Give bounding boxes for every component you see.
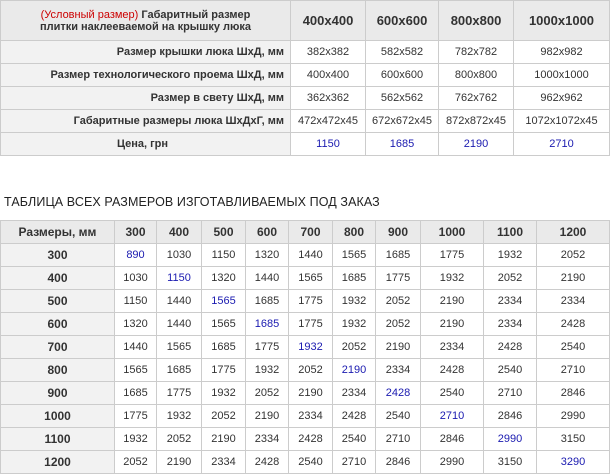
table2-cell: 2334: [421, 336, 484, 359]
table2-cell: 2428: [289, 428, 333, 451]
col-header: 900: [376, 221, 421, 244]
table1-cell: 762x762: [439, 87, 514, 110]
table2-cell: 1440: [157, 313, 202, 336]
table2-cell: 2710: [421, 405, 484, 428]
table2-cell: 2540: [333, 428, 376, 451]
row-header: 300: [1, 244, 115, 267]
table2-cell: 1932: [333, 313, 376, 336]
col-header-1000: 1000x1000: [514, 1, 610, 41]
table2-cell: 2428: [537, 313, 610, 336]
table2-cell: 2710: [376, 428, 421, 451]
col-header: 400: [157, 221, 202, 244]
table2-cell: 2334: [333, 382, 376, 405]
row-label: Размер технологического проема ШхД, мм: [1, 64, 291, 87]
row-header: 400: [1, 267, 115, 290]
table2-cell: 1932: [115, 428, 157, 451]
table2-cell: 2190: [376, 336, 421, 359]
table1-cell: 800x800: [439, 64, 514, 87]
table2-row: [1, 336, 610, 359]
table2-cell: 1565: [115, 359, 157, 382]
table2-cell: 1320: [115, 313, 157, 336]
table1-cell: 1685: [366, 133, 439, 156]
table2-cell: 2190: [537, 267, 610, 290]
table2-cell: 1775: [289, 313, 333, 336]
table2-cell: 1565: [157, 336, 202, 359]
table2-row: [1, 382, 610, 405]
all-sizes-title: ТАБЛИЦА ВСЕХ РАЗМЕРОВ ИЗГОТАВЛИВАЕМЫХ ПОД ЗАКАЗ: [4, 195, 380, 209]
table2-cell: 2190: [421, 313, 484, 336]
table2-cell: 1150: [157, 267, 202, 290]
col-header-800: 800x800: [439, 1, 514, 41]
table2-cell: 2428: [484, 336, 537, 359]
table2-cell: 2428: [376, 382, 421, 405]
header-text-1: Габаритный размер: [141, 8, 251, 21]
row-label: Размер крышки люка ШхД, мм: [1, 41, 291, 64]
table2-cell: 2052: [484, 267, 537, 290]
table2-cell: 2540: [376, 405, 421, 428]
table2-cell: 1775: [289, 290, 333, 313]
table1-cell: 382x382: [291, 41, 366, 64]
row-header: 800: [1, 359, 115, 382]
header-conditional-size: (Условный размер): [40, 8, 139, 21]
table2-row: [1, 428, 610, 451]
col-header: 500: [202, 221, 246, 244]
table1-cell: 362x362: [291, 87, 366, 110]
table2-cell: 2052: [246, 382, 289, 405]
table2-cell: 3290: [537, 451, 610, 474]
table2-cell: 1685: [202, 336, 246, 359]
table2-cell: 2990: [537, 405, 610, 428]
table1-cell: 872x872x45: [439, 110, 514, 133]
col-header: 700: [289, 221, 333, 244]
table1-cell: 472x472x45: [291, 110, 366, 133]
table2-cell: 2052: [202, 405, 246, 428]
row-header: 1200: [1, 451, 115, 474]
table1-row: [1, 133, 610, 156]
table2-cell: 2334: [537, 290, 610, 313]
table1-cell: 982x982: [514, 41, 610, 64]
all-sizes-table: [0, 220, 610, 474]
col-header: 800: [333, 221, 376, 244]
table2-cell: 1030: [157, 244, 202, 267]
table2-cell: 2846: [484, 405, 537, 428]
row-header: 600: [1, 313, 115, 336]
table1-cell: 1072x1072x45: [514, 110, 610, 133]
table2-cell: 1685: [246, 290, 289, 313]
table2-cell: 1440: [246, 267, 289, 290]
row-header: 500: [1, 290, 115, 313]
table2-cell: 2710: [484, 382, 537, 405]
table2-cell: 2540: [537, 336, 610, 359]
table2-row: [1, 451, 610, 474]
table2-cell: 2990: [484, 428, 537, 451]
table1-cell: 2710: [514, 133, 610, 156]
table2-cell: 1775: [157, 382, 202, 405]
table2-header-row: [1, 221, 610, 244]
hatch-sizes-table: [0, 0, 610, 156]
table2-cell: 1565: [333, 244, 376, 267]
table2-cell: 1320: [202, 267, 246, 290]
col-header: 1000: [421, 221, 484, 244]
row-header: 1100: [1, 428, 115, 451]
table2-cell: 1150: [115, 290, 157, 313]
table2-cell: 1440: [289, 244, 333, 267]
table2-cell: 2710: [333, 451, 376, 474]
table2-cell: 2052: [376, 313, 421, 336]
table2-cell: 2428: [246, 451, 289, 474]
table1-cell: 2190: [439, 133, 514, 156]
table2-cell: 1932: [484, 244, 537, 267]
table2-cell: 1150: [202, 244, 246, 267]
table2-cell: 1932: [202, 382, 246, 405]
table2-cell: 3150: [484, 451, 537, 474]
table1-cell: 600x600: [366, 64, 439, 87]
table2-cell: 1685: [157, 359, 202, 382]
table1-cell: 1000x1000: [514, 64, 610, 87]
table1-cell: 1150: [291, 133, 366, 156]
table2-row: [1, 405, 610, 428]
table2-cell: 1685: [246, 313, 289, 336]
table2-row: [1, 359, 610, 382]
table2-cell: 2190: [289, 382, 333, 405]
table1-header-cell: [1, 1, 291, 41]
table1-row: [1, 64, 610, 87]
table2-cell: 2052: [289, 359, 333, 382]
table2-cell: 2334: [376, 359, 421, 382]
table1-cell: 782x782: [439, 41, 514, 64]
table2-cell: 1440: [115, 336, 157, 359]
table2-cell: 1932: [333, 290, 376, 313]
table2-cell: 2428: [421, 359, 484, 382]
table2-cell: 1565: [202, 290, 246, 313]
table2-cell: 2052: [376, 290, 421, 313]
table2-cell: 2190: [157, 451, 202, 474]
row-label: Габаритные размеры люка ШхДхГ, мм: [1, 110, 291, 133]
table2-cell: 1775: [421, 244, 484, 267]
table2-cell: 2846: [537, 382, 610, 405]
table1-cell: 582x582: [366, 41, 439, 64]
table2-row: [1, 290, 610, 313]
table2-row: [1, 267, 610, 290]
table2-cell: 2052: [537, 244, 610, 267]
table2-cell: 2052: [115, 451, 157, 474]
row-label: Размер в свету ШхД, мм: [1, 87, 291, 110]
table2-cell: 1030: [115, 267, 157, 290]
col-header: 1100: [484, 221, 537, 244]
table2-row: [1, 244, 610, 267]
col-header-400: 400x400: [291, 1, 366, 41]
table1-cell: 562x562: [366, 87, 439, 110]
row-label: Цена, грн: [1, 133, 291, 156]
table1-row: [1, 87, 610, 110]
col-header: 1200: [537, 221, 610, 244]
table2-cell: 1932: [289, 336, 333, 359]
table1-cell: 672x672x45: [366, 110, 439, 133]
table2-cell: 2190: [246, 405, 289, 428]
table2-row: [1, 313, 610, 336]
table2-cell: 2334: [246, 428, 289, 451]
table1-row: [1, 41, 610, 64]
table1-cell: 962x962: [514, 87, 610, 110]
table2-cell: 2052: [333, 336, 376, 359]
table2-cell: 1775: [246, 336, 289, 359]
table2-cell: 2846: [421, 428, 484, 451]
table2-cell: 1685: [115, 382, 157, 405]
col-header: 300: [115, 221, 157, 244]
col-header: 600: [246, 221, 289, 244]
col-header-600: 600x600: [366, 1, 439, 41]
table2-cell: 1685: [376, 244, 421, 267]
row-header: 700: [1, 336, 115, 359]
table2-cell: 2334: [289, 405, 333, 428]
table2-cell: 2190: [421, 290, 484, 313]
table2-cell: 2334: [484, 313, 537, 336]
table2-cell: 2052: [157, 428, 202, 451]
table2-cell: 1440: [157, 290, 202, 313]
table2-cell: 2190: [202, 428, 246, 451]
header-text-2: плитки наклееваемой на крышку люка: [39, 20, 252, 33]
table2-cell: 1320: [246, 244, 289, 267]
table2-cell: 1775: [202, 359, 246, 382]
table2-cell: 1565: [202, 313, 246, 336]
table2-cell: 2334: [202, 451, 246, 474]
row-header: 900: [1, 382, 115, 405]
corner-label: Размеры, мм: [1, 221, 115, 244]
row-header: 1000: [1, 405, 115, 428]
table2-cell: 2334: [484, 290, 537, 313]
table2-cell: 2540: [421, 382, 484, 405]
table2-cell: 1685: [333, 267, 376, 290]
table2-cell: 2710: [537, 359, 610, 382]
table2-cell: 2540: [289, 451, 333, 474]
table2-cell: 2540: [484, 359, 537, 382]
table1-cell: 400x400: [291, 64, 366, 87]
table1-row: [1, 110, 610, 133]
table2-cell: 890: [115, 244, 157, 267]
table2-cell: 2428: [333, 405, 376, 428]
table2-cell: 2190: [333, 359, 376, 382]
table2-cell: 1932: [421, 267, 484, 290]
table2-cell: 2990: [421, 451, 484, 474]
table2-cell: 1932: [246, 359, 289, 382]
table2-cell: 1565: [289, 267, 333, 290]
table2-cell: 3150: [537, 428, 610, 451]
table2-cell: 1775: [376, 267, 421, 290]
table2-cell: 2846: [376, 451, 421, 474]
table2-cell: 1775: [115, 405, 157, 428]
table2-cell: 1932: [157, 405, 202, 428]
